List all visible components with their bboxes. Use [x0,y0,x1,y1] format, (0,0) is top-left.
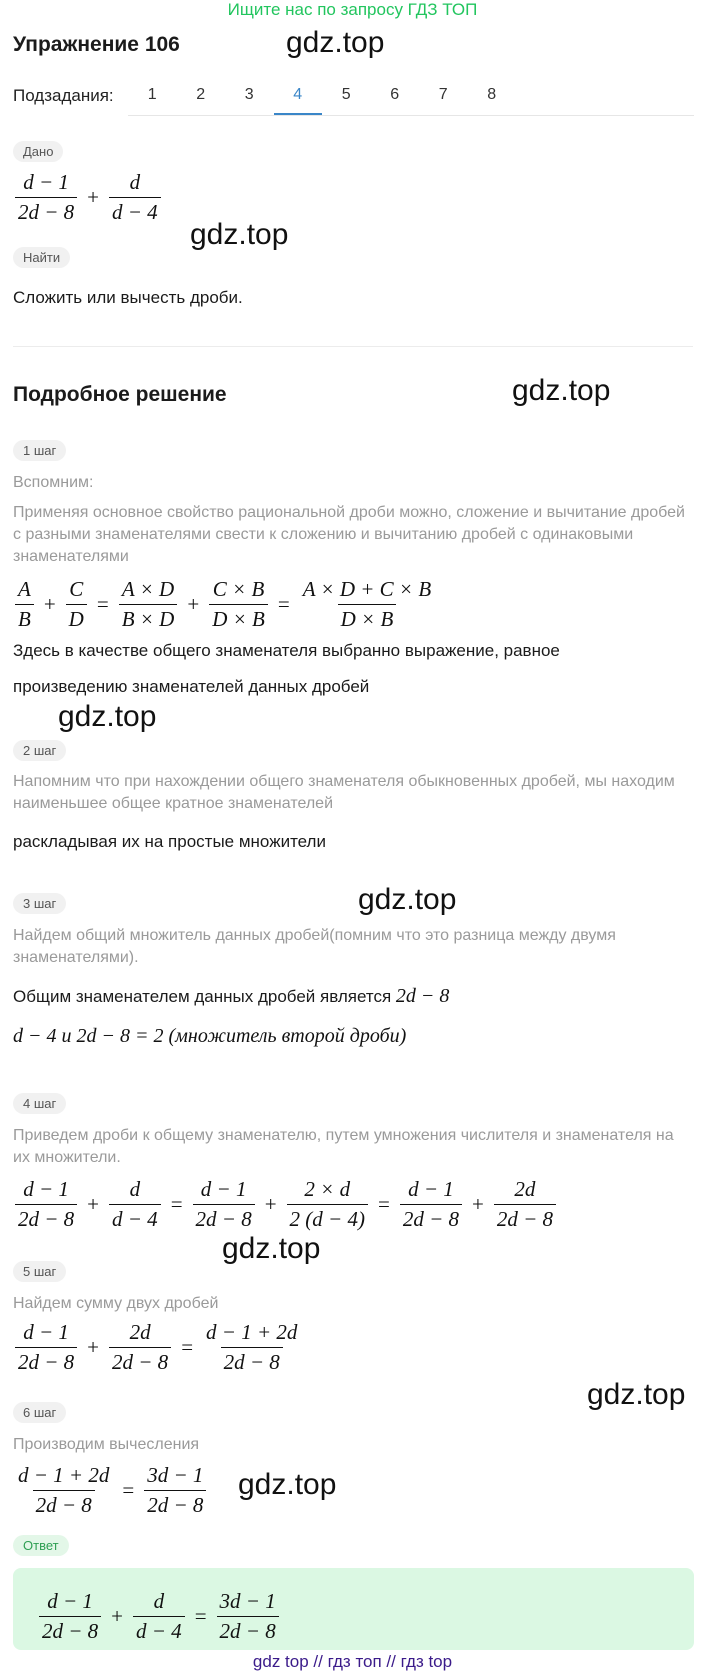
tab-5[interactable]: 5 [341,86,351,103]
watermark: gdz.top [222,1232,321,1265]
step-5-formula: $\frac{d - 1}{2d - 8}$ + $\frac{2d}{2d - 8}$ = $\frac{d - 1 + 2d}{2d - 8}$ [13,1320,302,1375]
step-6-formula: $\frac{d - 1 + 2d}{2d - 8}$ = $\frac{3d - 1}{2d - 8}$ [13,1463,208,1518]
step-2-pill: 2 шаг [13,740,66,761]
tab-6[interactable]: 6 [390,86,400,103]
step-5-note: Найдем сумму двух дробей [13,1295,219,1312]
answer-formula: $\frac{d - 1}{2d - 8}$ + $\frac{d}{d - 4}$ = $\frac{3d - 1}{2d - 8}$ [37,1589,281,1644]
page-title: Упражнение 106 [13,33,180,56]
step-1-text-2: произведению знаменателей данных дробей [13,677,370,696]
step-4-note: Приведем дроби к общему знаменателю, путем умножения числителя и знаменателя на их множители. [13,1127,674,1166]
watermark: gdz.top [238,1468,337,1501]
subtasks-label: Подзадания: [13,86,114,105]
step-3-pill: 3 шаг [13,893,66,914]
step-2-text: раскладывая их на простые множители [13,832,326,851]
step-1-note: Применяя основное свойство рациональной дроби можно, сложение и вычитание дробей с разными знаменателями свести к сложению и вычитанию дробей с одинаковыми знаменателями [13,504,685,565]
solution-title: Подробное решение [13,383,227,406]
watermark: gdz.top [58,700,157,733]
footer-links[interactable]: gdz top // гдз топ // гдз top [252,1652,453,1671]
step-3-denominator: 2d − 8 [395,985,450,1007]
step-1-recall: Вспомним: [13,474,94,491]
tab-1[interactable]: 1 [147,86,157,103]
step-1-text-1: Здесь в качестве общего знаменателя выбранно выражение, равное [13,641,560,660]
find-pill: Найти [13,247,70,268]
tab-2[interactable]: 2 [196,86,206,103]
step-3-text: Общим знаменателем данных дробей является 2d − 8 [13,985,450,1007]
subtasks-tabs [128,78,694,116]
divider [13,346,693,347]
step-4-pill: 4 шаг [13,1093,66,1114]
step-2-note: Напомним что при нахождении общего знаменателя обыкновенных дробей, мы находим наименьшее общее кратное знаменателей [13,773,675,812]
tab-7[interactable]: 7 [438,86,448,103]
step-6-pill: 6 шаг [13,1402,66,1423]
watermark: gdz.top [358,883,457,916]
given-pill: Дано [13,141,63,162]
step-1-formula: $\frac{A}{B}$ + $\frac{C}{D}$ = $\frac{A \times D}{B \times D}$ + $\frac{C \times B}{D \times B}$ = $\frac{A \times D + C \times B}{D \times B}$ [13,577,436,632]
tab-3[interactable]: 3 [244,86,254,103]
given-expression: $\frac{d - 1}{2d - 8}$ + $\frac{d}{d - 4}$ [13,170,163,225]
step-3-note: Найдем общий множитель данных дробей(помним что это разница между двумя знаменателями). [13,927,616,966]
tab-4[interactable]: 4 [274,78,323,115]
step-1-pill: 1 шаг [13,440,66,461]
step-6-note: Производим вычесления [13,1436,200,1453]
tab-8[interactable]: 8 [487,86,497,103]
watermark: gdz.top [286,26,385,59]
watermark: gdz.top [512,374,611,407]
step-3-relation: d − 4 и 2d − 8 = 2 (множитель второй дроби) [13,1025,407,1047]
answer-pill: Ответ [13,1535,69,1556]
step-5-pill: 5 шаг [13,1261,66,1282]
watermark: gdz.top [587,1378,686,1411]
search-banner[interactable]: Ищите нас по запросу ГДЗ ТОП [227,0,478,19]
watermark: gdz.top [190,218,289,251]
step-4-formula: $\frac{d - 1}{2d - 8}$ + $\frac{d}{d - 4}$ = $\frac{d - 1}{2d - 8}$ + $\frac{2 \times d}{2 (d - 4)}$ = $\frac{d - 1}{2d - 8}$ + $\frac{2d}{2d - 8}$ [13,1177,558,1232]
task-text: Сложить или вычесть дроби. [13,288,243,307]
